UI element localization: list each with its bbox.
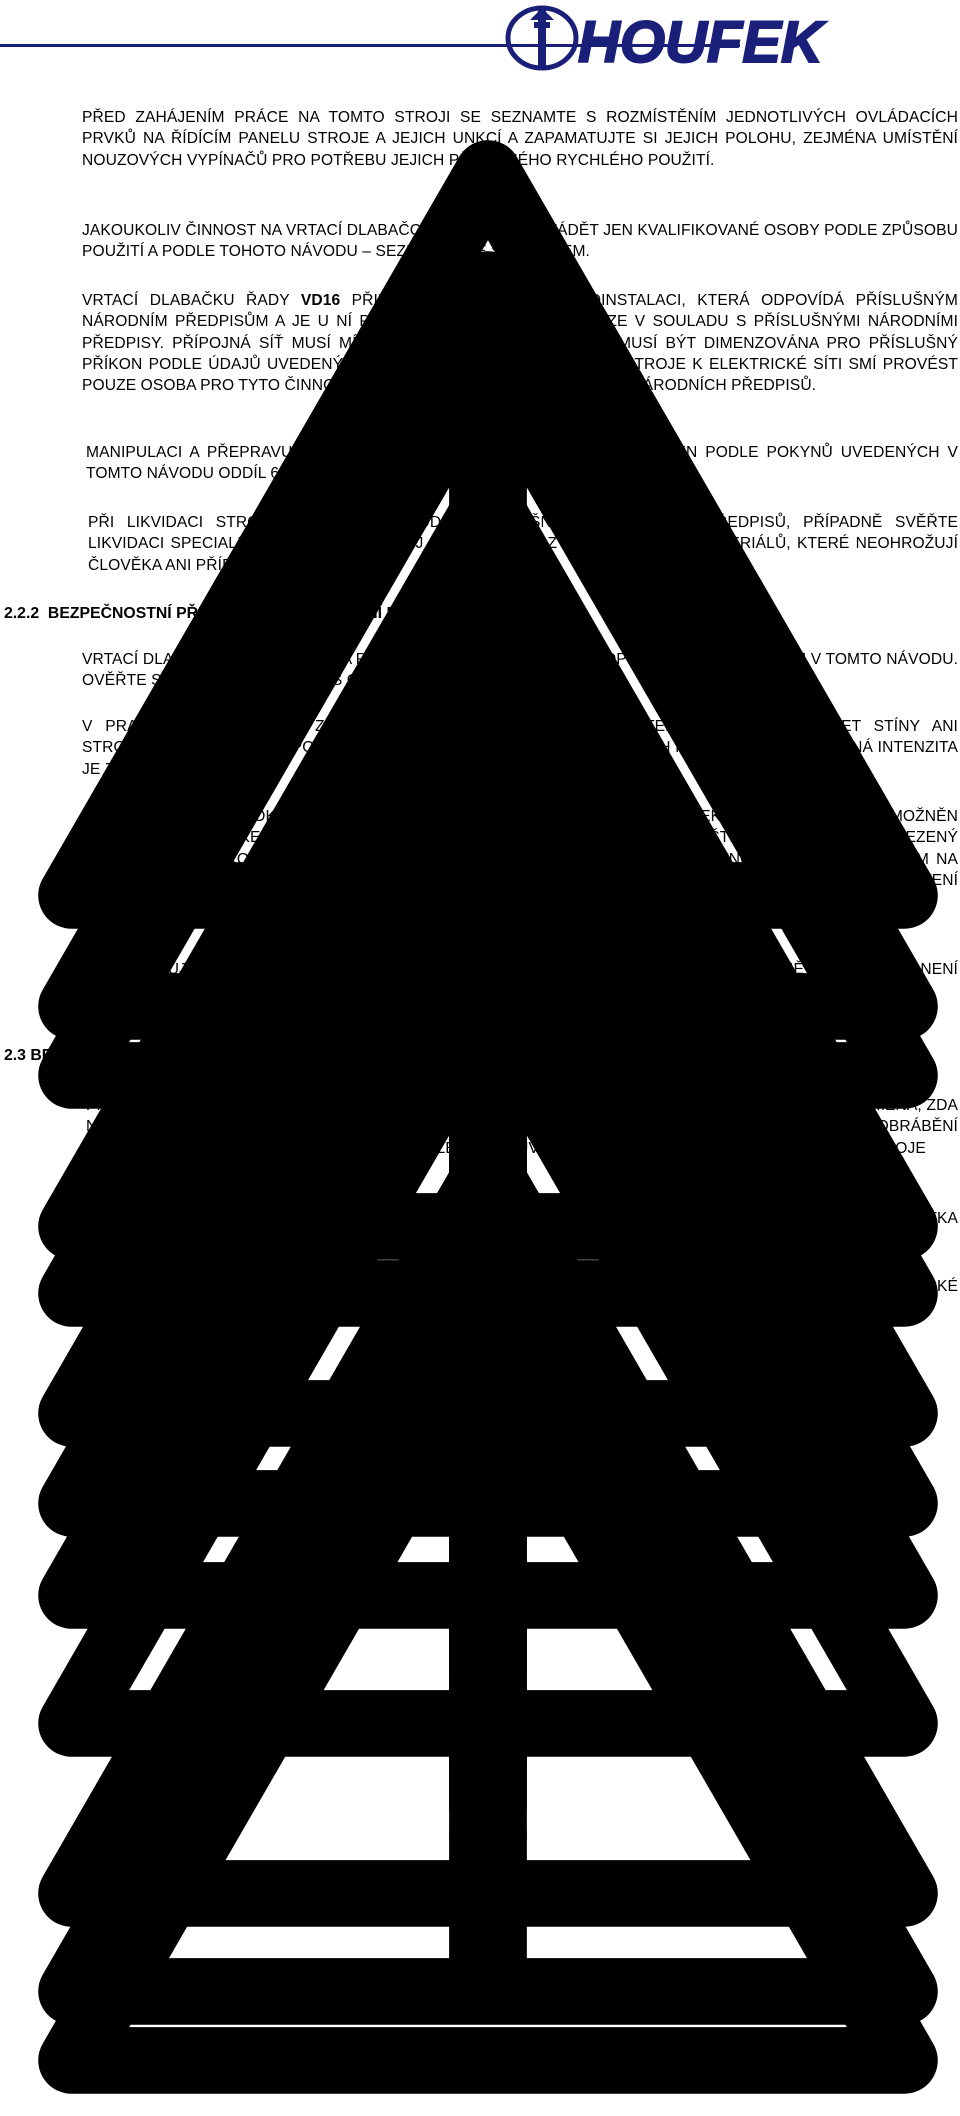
text-segment: MANIPULACI A PŘEPRAVU VRTACÍ DLABAČKY ŘADY [86, 444, 508, 461]
section-number: 2.2.2 [4, 605, 40, 622]
text-segment: PROVÁDĚJTE JEN PODLE POKYNŮ UVEDENÝCH V TOMTO NÁVODU ODDÍL 6. DOPRAVA, MANIPULACE, SKLADOVÁNÍ [86, 444, 959, 483]
text-segment: ČIŠTĚNÍ, KONTROLY, ÚDRŽBU A OPRAVY STROJE PROVÁDĚJTE VŽDY PŘI STROJI ODPOJENÉM OD ELEKTRICKÉ SÍTĚ Z TOHO DŮVODU, ABY NEMOHLO DOJÍT K ZAPNUTÍ STROJE DALŠÍ OSOBOU. [82, 1278, 958, 1317]
section-number: 2.3 [4, 1047, 26, 1064]
model-code: VD16 [300, 292, 341, 309]
section-heading-23 [4, 1047, 427, 1065]
warning-text [82, 959, 958, 1002]
section-title: BEZPEČNOSTNÍ PŘEDPISY PRO OBSLUHU STROJE [30, 1047, 427, 1064]
text-segment: PŘI LIKVIDACI STROJE POSTUPUJTE PODLE PŘÍSLUŠNÝCH NÁRODNÍCH PŘEDPISŮ, PŘÍPADNĚ SVĚŘTE LIKVIDACI SPECIALISOVANÉ FIRMĚ. STROJ JE ZHOTOVEN Z KOMPONENTŮ A MATERIÁLŮ, KTERÉ NEOHROŽUJÍ ČLOVĚKA ANI PŘÍRODU. [88, 514, 958, 574]
text-segment: PŘED ZAHÁJENÍM PRÁCE NA TOMTO STROJI SE SEZNAMTE S ROZMÍSTĚNÍM JEDNOTLIVÝCH OVLÁDACÍCH PRVKŮ NA ŘÍDÍCÍM PANELU STROJE A JEJICH UNKCÍ A ZAPAMATUJTE SI JEJICH POLOHU, ZEJMÉNA UMÍSTĚNÍ NOUZOVÝCH VYPÍNAČŮ PRO POTŘEBU JEJICH PŘÍPADNÉHO RYCHLÉHO POUŽITÍ. [82, 109, 958, 169]
houfek-logo [490, 0, 958, 72]
warning-text [82, 107, 958, 171]
warning-text [82, 290, 958, 396]
warning-text [82, 649, 958, 692]
text-segment: SMÍ PROVÁDĚT JEN KVALIFIKOVANÉ OSOBY PODLE ZPŮSOBU POUŽITÍ A PODLE TOHOTO NÁVODU – SEZNAMTE SE S NÁVODEM. [82, 222, 958, 261]
warning-text [86, 1095, 958, 1159]
text-segment: ZKONTROLUJTE, ZDA NA PRACOVNÍM STOLE STROJE NEJSOU ODLOŽENY ŽÁDNÉ PŘEDMĚTY A POVRCH NENÍ ZNEČIŠTĚNÝ. JE ZAKÁZÁNO POUŽÍVAT STROJ K ODKLÁDÁNÍ PŘEDMĚTŮ A OBROBKŮ [82, 961, 958, 1000]
section-title: BEZPEČNOSTNÍ PŘEDPISY PRO PRACOVNÍ MÍSTO [47, 605, 437, 622]
text-segment: VRTACÍ DLABAČKU INSTALUJTE NA ROVNÝ ZÁKLAD V SOULADU S DOPORUČENÍM UVEDENÝM V TOMTO NÁVODU. OVĚŘTE SI NOSNOST PODLAHY S OHLEDEM NA HMOTNOST STROJE. [82, 651, 958, 690]
warning-text [86, 1208, 958, 1251]
warning-text [82, 220, 958, 263]
warning-text [82, 806, 958, 912]
text-segment: V PRACOVNÍM PROSTORU ZAJISTĚTE DOSTATEČNÉ OSVĚTLENÍ, KTERÉ NEBUDE VYTVÁŘET STÍNY ANI STROBOSKOPICKÝ EFEKT. POSTUPUJTE PODLE PŘÍSLUŠNÝCH NÁRODNÍCH PŘEDPISŮ. POŽADOVANÁ INTENZITA JE ZPRAVIDLA 500 LX [82, 718, 958, 778]
text-segment: PŘED ZAHÁJENÍM PRÁCE VŽDY PROVÁDĚJTE PRAVIDELNOU KONTROLU STROJE. KONTROLUJTE ZEJMÉNA, ZDA NENÍ POŠKOZENO UPÍNACÍ SKLÍČIDLO A ZDA JE SPRÁVNĚ UPEVNĚN DLABACÍ VRTÁK. PRO OBRÁBĚNÍ POUŽÍVEJTE KVALITNÍ DLABACÍ VRTÁKY, PODLE ZÁSAD UVEDENÝCH V ČÁSTI 5.1 TECHNICKÉ ÚDAJE STROJE [86, 1097, 958, 1157]
text-segment: PRACOVNÍ PROSTOR OKOLO STROJE MUSÍ BÝT VOLNÝ, BEZ JAKÝCHKOLIV PŘEKÁŽEK, TAK ABY BYL UMOŽNĚN OKAMŽITÝ PŘÍSTUP KE VŠEM OVLÁDACÍM PRVKŮM STROJE A ZÁROVEŇ BYL ZAJIŠTĚN BEZPEČNÝ A NEOMEZENÝ POHYB OBSLUHY KOLEM STROJE. JEHO VELIKOST PŘED A ZA STROJEM JE NUTNO UPRAVIT S OHLEDEM NA VELIKOST OBROBKŮ, MOŽNOST PROVÁDĚNÍ ÚDRŽBY A CELKOVÉ PROSTOROVÉ UMÍSTĚNÍ. PŘI USTAVENÍ STROJE DODRŽUJTE ZÁSADY UVEDENÉ V ČÁSTI 7.1 USTAVENÍ STROJE. [82, 808, 958, 911]
model-code: VD16 [436, 222, 476, 239]
page-number: 6 [916, 1386, 926, 1408]
model-code: VD16 [507, 444, 547, 461]
warning-text [82, 1276, 958, 1319]
warning-triangle-icon [16, 1283, 960, 2116]
text-segment: PŘED ZAHÁJENÍM PRÁCE ZKONTROLUJTE FUNKCI NOUZOVÉHO ZASTAVENÍ STROJE STISKEM TLAČÍTKA NOUZOVÉHO ZASTAVENÍ STOP. [86, 1210, 958, 1249]
text-segment: JAKOUKOLIV ČINNOST NA VRTACÍ DLABAČCE [82, 222, 437, 239]
text-segment: VRTACÍ DLABAČKU ŘADY [82, 292, 301, 309]
warning-text [88, 512, 958, 576]
warning-text [82, 716, 958, 780]
warning-text [86, 442, 958, 485]
text-segment: PŘIPOJTE POUZE K ELEKTROINSTALACI, KTERÁ ODPOVÍDÁ PŘÍSLUŠNÝM NÁRODNÍM PŘEDPISŮM A JE U NÍ PROVÁDĚNA PRAVIDELNÁ REVIZE V SOULADU S PŘÍSLUŠNÝMI NÁRODNÍMI PŘEDPISY. PŘÍPOJNÁ SÍŤ MUSÍ MÍT SHODNÉ PŘÍPOJNÉ NAPĚTÍ A MUSÍ BÝT DIMENZOVÁNA PRO PŘÍSLUŠNÝ PŘÍKON PODLE ÚDAJŮ UVEDENÝCH NA ŠTÍTKU STROJE. PŘIPOJENÍ STROJE K ELEKTRICKÉ SÍTI SMÍ PROVÉST POUZE OSOBA PRO TYTO ČINNOSTI ZPŮSOBILÁ PODLE PŘÍSLUŠNÝCH NÁRODNÍCH PŘEDPISŮ. [82, 292, 958, 395]
logo-text: HOUFEK [578, 10, 823, 72]
section-heading-222 [4, 605, 436, 623]
